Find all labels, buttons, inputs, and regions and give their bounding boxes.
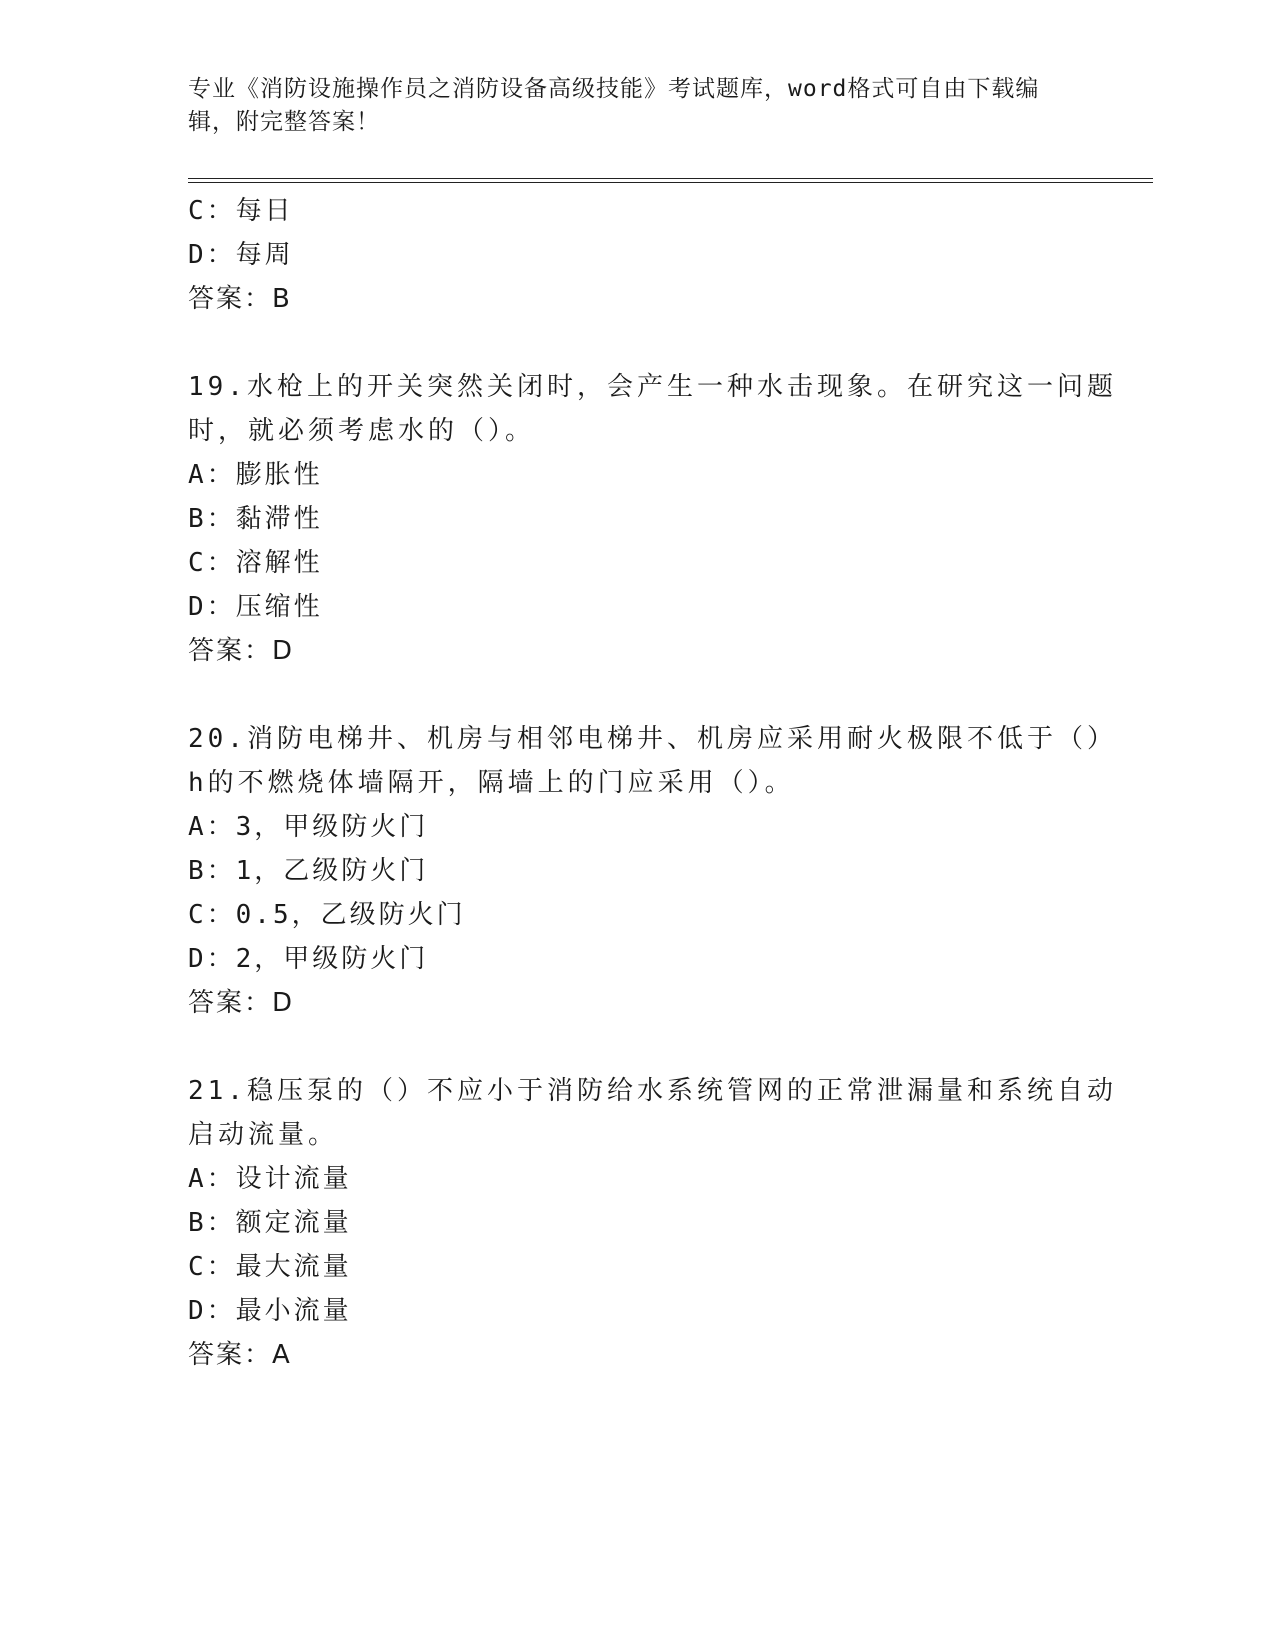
header-divider-bottom <box>188 182 1153 183</box>
question-19-option-c: C：溶解性 <box>188 548 323 578</box>
question-20-stem-line-1: 20.消防电梯井、机房与相邻电梯井、机房应采用耐火极限不低于（） <box>188 724 1117 754</box>
question-20-answer: 答案：D <box>188 988 295 1018</box>
question-19-stem-line-2: 时，就必须考虑水的（）。 <box>188 416 536 446</box>
prev-option-c: C：每日 <box>188 196 294 226</box>
question-21-option-a: A：设计流量 <box>188 1164 352 1194</box>
question-19-stem-line-1: 19.水枪上的开关突然关闭时，会产生一种水击现象。在研究这一问题 <box>188 372 1117 402</box>
prev-answer: 答案：B <box>188 284 292 314</box>
question-19-option-a: A：膨胀性 <box>188 460 323 490</box>
question-19-answer: 答案：D <box>188 636 295 666</box>
header-line-2: 辑，附完整答案！ <box>188 109 380 135</box>
document-header <box>188 73 1068 139</box>
question-21-option-c: C：最大流量 <box>188 1252 352 1282</box>
question-20-stem-line-2: h的不燃烧体墙隔开，隔墙上的门应采用（）。 <box>188 768 795 798</box>
question-19-option-d: D：压缩性 <box>188 592 323 622</box>
question-20-option-b: B：1，乙级防火门 <box>188 856 429 886</box>
question-21-answer: 答案：A <box>188 1340 292 1370</box>
question-20-option-a: A：3，甲级防火门 <box>188 812 429 842</box>
prev-option-d: D：每周 <box>188 240 294 270</box>
question-21-option-d: D：最小流量 <box>188 1296 352 1326</box>
question-19-option-b: B：黏滞性 <box>188 504 323 534</box>
header-line-1: 专业《消防设施操作员之消防设备高级技能》考试题库，word格式可自由下载编 <box>188 76 1040 102</box>
question-20-option-c: C：0.5，乙级防火门 <box>188 900 466 930</box>
question-21-stem-line-1: 21.稳压泵的（）不应小于消防给水系统管网的正常泄漏量和系统自动 <box>188 1076 1117 1106</box>
question-20-option-d: D：2，甲级防火门 <box>188 944 429 974</box>
question-21-option-b: B：额定流量 <box>188 1208 352 1238</box>
header-divider-top <box>188 178 1153 179</box>
question-21-stem-line-2: 启动流量。 <box>188 1120 339 1150</box>
